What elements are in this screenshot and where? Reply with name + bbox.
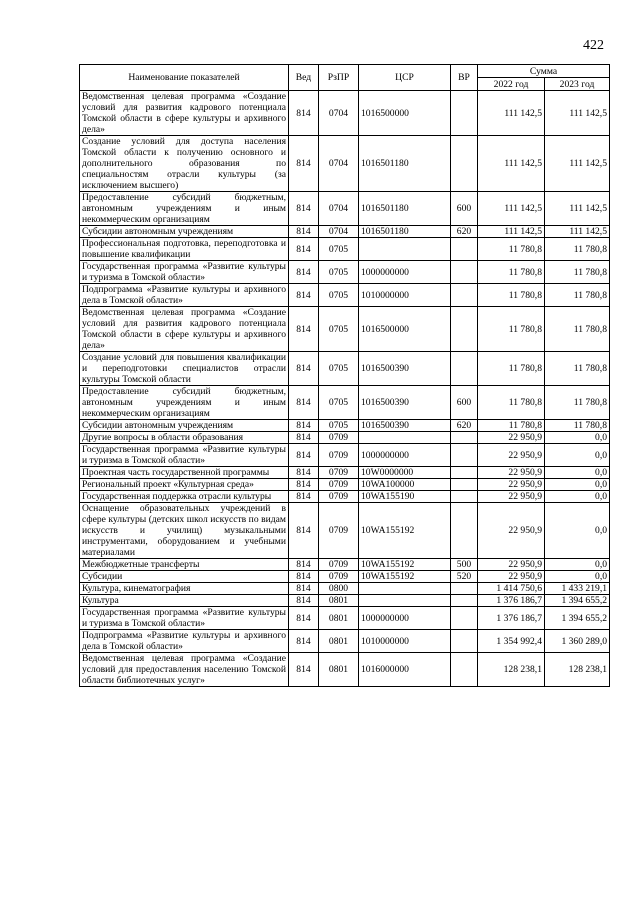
cell-rzpr: 0705 — [319, 238, 359, 261]
cell-vr — [451, 444, 478, 467]
header-rzpr: РзПР — [319, 65, 359, 91]
cell-ved: 814 — [289, 595, 319, 607]
cell-2023: 11 780,8 — [545, 307, 610, 352]
cell-ved: 814 — [289, 386, 319, 420]
table-row — [80, 653, 610, 687]
cell-2022: 1 354 992,4 — [478, 630, 545, 653]
cell-name: Государственная программа «Развитие культуры и туризма в Томской области» — [80, 444, 289, 467]
cell-ved: 814 — [289, 653, 319, 687]
table-row — [80, 630, 610, 653]
cell-csr: 1000000000 — [359, 607, 451, 630]
cell-csr: 10W0000000 — [359, 467, 451, 479]
cell-name: Субсидии автономным учреждениям — [80, 420, 289, 432]
cell-2023: 111 142,5 — [545, 91, 610, 136]
cell-rzpr: 0709 — [319, 467, 359, 479]
cell-name: Государственная программа «Развитие культуры и туризма в Томской области» — [80, 607, 289, 630]
cell-name: Предоставление субсидий бюджетным, автономным учреждениям и иным некоммерческим организациям — [80, 386, 289, 420]
page-number: 422 — [583, 38, 604, 53]
table-row — [80, 91, 610, 136]
table-row — [80, 607, 610, 630]
cell-csr: 10WA155192 — [359, 571, 451, 583]
cell-vr — [451, 352, 478, 386]
cell-csr — [359, 432, 451, 444]
cell-ved: 814 — [289, 467, 319, 479]
cell-csr: 10WA155192 — [359, 503, 451, 559]
cell-csr: 1016000000 — [359, 653, 451, 687]
cell-rzpr: 0709 — [319, 479, 359, 491]
cell-ved: 814 — [289, 571, 319, 583]
cell-ved: 814 — [289, 307, 319, 352]
cell-rzpr: 0704 — [319, 226, 359, 238]
cell-2023: 0,0 — [545, 467, 610, 479]
cell-2023: 11 780,8 — [545, 352, 610, 386]
header-2022: 2022 год — [478, 78, 545, 91]
cell-name: Оснащение образовательных учреждений в сфере культуры (детских школ искусств по видам искусств и училищ) музыкальными инструментами, оборудованием и учебными материалами — [80, 503, 289, 559]
cell-rzpr: 0705 — [319, 261, 359, 284]
cell-name: Профессиональная подготовка, переподготовка и повышение квалификации — [80, 238, 289, 261]
cell-2022: 11 780,8 — [478, 386, 545, 420]
table-row — [80, 583, 610, 595]
cell-vr: 500 — [451, 559, 478, 571]
cell-csr: 1010000000 — [359, 630, 451, 653]
cell-ved: 814 — [289, 559, 319, 571]
cell-2023: 11 780,8 — [545, 261, 610, 284]
cell-ved: 814 — [289, 284, 319, 307]
cell-rzpr: 0705 — [319, 307, 359, 352]
cell-name: Ведомственная целевая программа «Создание условий для развития кадрового потенциала Томской области в сфере культуры и архивного дела» — [80, 91, 289, 136]
cell-csr: 10WA155192 — [359, 559, 451, 571]
cell-name: Предоставление субсидий бюджетным, автономным учреждениям и иным некоммерческим организациям — [80, 192, 289, 226]
cell-2022: 111 142,5 — [478, 192, 545, 226]
header-name: Наименование показателей — [80, 65, 289, 91]
cell-vr: 620 — [451, 420, 478, 432]
cell-2022: 22 950,9 — [478, 559, 545, 571]
header-2023: 2023 год — [545, 78, 610, 91]
table-row — [80, 284, 610, 307]
cell-2022: 11 780,8 — [478, 307, 545, 352]
table-row — [80, 479, 610, 491]
cell-rzpr: 0709 — [319, 571, 359, 583]
cell-vr: 520 — [451, 571, 478, 583]
cell-ved: 814 — [289, 630, 319, 653]
table-row — [80, 386, 610, 420]
cell-ved: 814 — [289, 479, 319, 491]
cell-csr: 1016501180 — [359, 136, 451, 192]
table-row — [80, 261, 610, 284]
cell-ved: 814 — [289, 238, 319, 261]
cell-2022: 22 950,9 — [478, 479, 545, 491]
cell-2023: 1 394 655,2 — [545, 595, 610, 607]
cell-name: Культура, кинематография — [80, 583, 289, 595]
cell-2023: 128 238,1 — [545, 653, 610, 687]
table-row — [80, 559, 610, 571]
cell-2022: 11 780,8 — [478, 352, 545, 386]
cell-ved: 814 — [289, 192, 319, 226]
cell-2022: 1 414 750,6 — [478, 583, 545, 595]
cell-2022: 22 950,9 — [478, 467, 545, 479]
header-vr: ВР — [451, 65, 478, 91]
cell-name: Государственная поддержка отрасли культуры — [80, 491, 289, 503]
cell-rzpr: 0801 — [319, 595, 359, 607]
cell-2022: 11 780,8 — [478, 284, 545, 307]
cell-2022: 1 376 186,7 — [478, 607, 545, 630]
cell-2023: 11 780,8 — [545, 284, 610, 307]
header-ved: Вед — [289, 65, 319, 91]
cell-csr — [359, 583, 451, 595]
cell-2022: 1 376 186,7 — [478, 595, 545, 607]
table-header — [80, 65, 610, 91]
cell-2023: 0,0 — [545, 559, 610, 571]
cell-2023: 11 780,8 — [545, 386, 610, 420]
cell-csr: 10WA155190 — [359, 491, 451, 503]
cell-ved: 814 — [289, 607, 319, 630]
cell-name: Создание условий для доступа населения Томской области к получению основного и дополнительного образования по специальностям отрасли культуры (за исключением высшего) — [80, 136, 289, 192]
cell-ved: 814 — [289, 432, 319, 444]
cell-2023: 111 142,5 — [545, 226, 610, 238]
cell-vr — [451, 261, 478, 284]
cell-2023: 1 433 219,1 — [545, 583, 610, 595]
cell-vr — [451, 91, 478, 136]
cell-2022: 11 780,8 — [478, 420, 545, 432]
table-row — [80, 444, 610, 467]
cell-rzpr: 0704 — [319, 192, 359, 226]
cell-vr — [451, 432, 478, 444]
cell-csr — [359, 238, 451, 261]
cell-csr: 1016500000 — [359, 91, 451, 136]
cell-2023: 11 780,8 — [545, 420, 610, 432]
cell-vr — [451, 503, 478, 559]
cell-vr — [451, 583, 478, 595]
cell-csr: 1016501180 — [359, 226, 451, 238]
cell-2022: 111 142,5 — [478, 226, 545, 238]
table-row — [80, 307, 610, 352]
cell-vr: 600 — [451, 386, 478, 420]
cell-csr: 1016500390 — [359, 352, 451, 386]
cell-rzpr: 0705 — [319, 284, 359, 307]
cell-vr — [451, 307, 478, 352]
cell-rzpr: 0705 — [319, 420, 359, 432]
cell-vr: 600 — [451, 192, 478, 226]
cell-ved: 814 — [289, 491, 319, 503]
cell-vr — [451, 467, 478, 479]
table-row — [80, 595, 610, 607]
cell-csr: 1000000000 — [359, 261, 451, 284]
cell-name: Культура — [80, 595, 289, 607]
table-row — [80, 238, 610, 261]
cell-name: Региональный проект «Культурная среда» — [80, 479, 289, 491]
cell-rzpr: 0705 — [319, 352, 359, 386]
cell-name: Межбюджетные трансферты — [80, 559, 289, 571]
cell-name: Государственная программа «Развитие культуры и туризма в Томской области» — [80, 261, 289, 284]
cell-name: Подпрограмма «Развитие культуры и архивного дела в Томской области» — [80, 630, 289, 653]
cell-2022: 111 142,5 — [478, 136, 545, 192]
cell-name: Ведомственная целевая программа «Создание условий для развития кадрового потенциала Томской области в сфере культуры и архивного дела» — [80, 307, 289, 352]
cell-2023: 111 142,5 — [545, 136, 610, 192]
cell-csr: 1010000000 — [359, 284, 451, 307]
cell-2022: 128 238,1 — [478, 653, 545, 687]
cell-2022: 22 950,9 — [478, 432, 545, 444]
cell-2023: 1 394 655,2 — [545, 607, 610, 630]
table-row — [80, 420, 610, 432]
cell-csr: 1016500390 — [359, 386, 451, 420]
cell-vr — [451, 491, 478, 503]
cell-name: Ведомственная целевая программа «Создание условий для предоставления населению Томской области библиотечных услуг» — [80, 653, 289, 687]
cell-2023: 0,0 — [545, 571, 610, 583]
cell-vr — [451, 595, 478, 607]
cell-rzpr: 0801 — [319, 630, 359, 653]
cell-2023: 11 780,8 — [545, 238, 610, 261]
cell-2022: 22 950,9 — [478, 503, 545, 559]
cell-rzpr: 0709 — [319, 491, 359, 503]
cell-vr — [451, 607, 478, 630]
cell-2022: 11 780,8 — [478, 238, 545, 261]
cell-ved: 814 — [289, 352, 319, 386]
cell-csr: 1016500390 — [359, 420, 451, 432]
cell-2022: 22 950,9 — [478, 444, 545, 467]
header-csr: ЦСР — [359, 65, 451, 91]
cell-ved: 814 — [289, 136, 319, 192]
cell-2023: 0,0 — [545, 444, 610, 467]
cell-rzpr: 0709 — [319, 444, 359, 467]
cell-csr: 10WA100000 — [359, 479, 451, 491]
cell-name: Проектная часть государственной программы — [80, 467, 289, 479]
cell-2023: 0,0 — [545, 479, 610, 491]
table-row — [80, 136, 610, 192]
table-row — [80, 226, 610, 238]
header-sum: Сумма — [478, 65, 610, 78]
table-row — [80, 432, 610, 444]
cell-2023: 1 360 289,0 — [545, 630, 610, 653]
cell-2022: 22 950,9 — [478, 571, 545, 583]
cell-vr — [451, 136, 478, 192]
cell-csr — [359, 595, 451, 607]
cell-ved: 814 — [289, 226, 319, 238]
cell-2022: 111 142,5 — [478, 91, 545, 136]
cell-rzpr: 0709 — [319, 432, 359, 444]
cell-2023: 0,0 — [545, 432, 610, 444]
cell-name: Субсидии автономным учреждениям — [80, 226, 289, 238]
cell-rzpr: 0801 — [319, 653, 359, 687]
table-row — [80, 352, 610, 386]
cell-rzpr: 0705 — [319, 386, 359, 420]
cell-name: Субсидии — [80, 571, 289, 583]
cell-rzpr: 0704 — [319, 91, 359, 136]
cell-csr: 1000000000 — [359, 444, 451, 467]
cell-ved: 814 — [289, 420, 319, 432]
table-row — [80, 192, 610, 226]
cell-rzpr: 0800 — [319, 583, 359, 595]
table-body — [80, 91, 610, 687]
cell-name: Подпрограмма «Развитие культуры и архивного дела в Томской области» — [80, 284, 289, 307]
cell-2023: 0,0 — [545, 503, 610, 559]
cell-vr: 620 — [451, 226, 478, 238]
cell-rzpr: 0801 — [319, 607, 359, 630]
cell-2023: 111 142,5 — [545, 192, 610, 226]
cell-vr — [451, 284, 478, 307]
cell-ved: 814 — [289, 583, 319, 595]
cell-ved: 814 — [289, 91, 319, 136]
cell-csr: 1016501180 — [359, 192, 451, 226]
cell-ved: 814 — [289, 503, 319, 559]
cell-name: Другие вопросы в области образования — [80, 432, 289, 444]
cell-vr — [451, 630, 478, 653]
table-row — [80, 467, 610, 479]
cell-rzpr: 0709 — [319, 503, 359, 559]
cell-name: Создание условий для повышения квалификации и переподготовки специалистов отрасли культуры Томской области — [80, 352, 289, 386]
cell-vr — [451, 479, 478, 491]
cell-2022: 11 780,8 — [478, 261, 545, 284]
table-row — [80, 491, 610, 503]
cell-vr — [451, 653, 478, 687]
table-row — [80, 571, 610, 583]
cell-rzpr: 0704 — [319, 136, 359, 192]
cell-vr — [451, 238, 478, 261]
cell-2023: 0,0 — [545, 491, 610, 503]
cell-ved: 814 — [289, 444, 319, 467]
budget-table — [79, 64, 610, 687]
table-row — [80, 503, 610, 559]
cell-2022: 22 950,9 — [478, 491, 545, 503]
cell-rzpr: 0709 — [319, 559, 359, 571]
cell-ved: 814 — [289, 261, 319, 284]
cell-csr: 1016500000 — [359, 307, 451, 352]
